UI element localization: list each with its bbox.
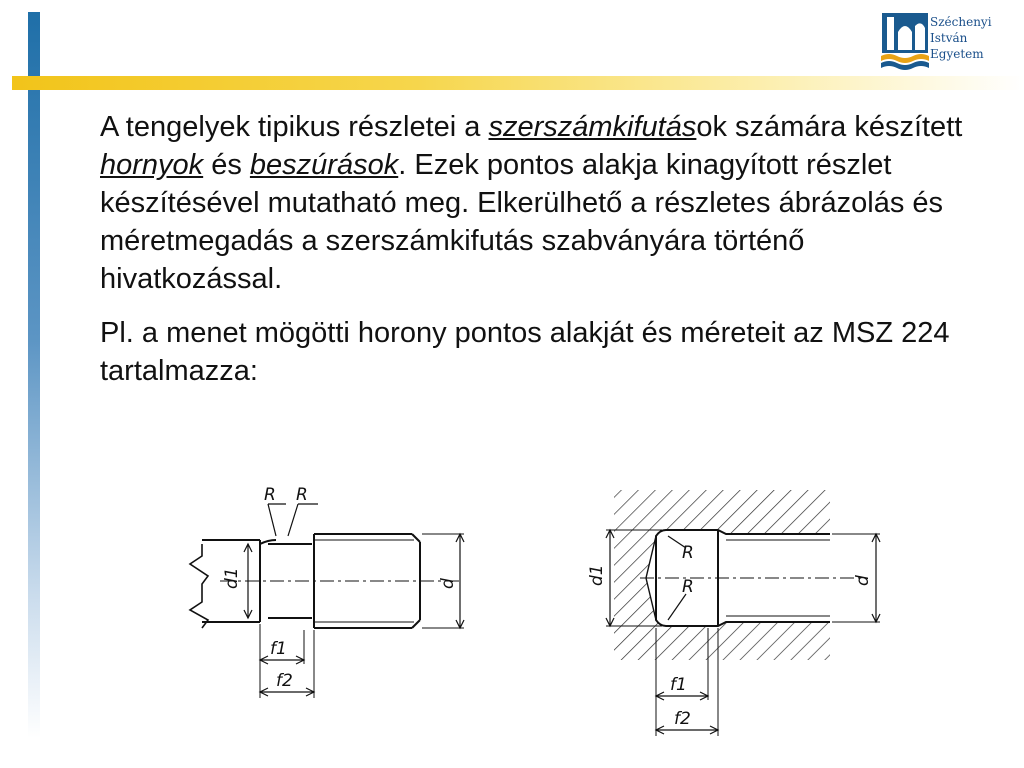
left-f1-label: f1 — [270, 639, 287, 659]
left-accent-bar — [28, 12, 40, 738]
logo-line-1: Széchenyi — [930, 15, 992, 29]
left-radius-label-1: R — [264, 485, 276, 505]
paragraph-example: Pl. a menet mögötti horony pontos alakját és méreteit az MSZ 224 tartalmazza: — [100, 317, 950, 387]
right-f2-label: f2 — [674, 709, 691, 729]
left-d-label: d — [438, 578, 458, 589]
intro-text-1: A tengelyek tipikus részletei a — [100, 111, 489, 143]
term-grooves: hornyok — [100, 149, 204, 181]
right-radius-label-2: R — [682, 577, 694, 597]
logo-mark-icon — [881, 12, 929, 70]
slide-body — [100, 108, 980, 406]
intro-text-4: . Ezek pontos alakja kinagyított részlet készítésével mutatható meg. Elkerülhető a részletes ábrázolás és méretmegadás a szerszámkifutás szabványára történő hivatkozással. — [100, 149, 944, 295]
right-f1-label: f1 — [670, 675, 687, 695]
university-logo — [881, 12, 1006, 72]
shaft-undercut-drawing — [160, 484, 480, 704]
intro-text-2: ok számára készített — [696, 111, 963, 143]
logo-text — [930, 14, 992, 62]
technical-drawings — [160, 484, 900, 744]
term-tool-runout: szerszámkifutás — [488, 111, 697, 143]
left-f2-label: f2 — [276, 671, 293, 691]
top-accent-bar — [12, 76, 1024, 90]
left-d1-label: d1 — [222, 567, 242, 589]
right-d1-label: d1 — [587, 564, 607, 586]
logo-line-3: Egyetem — [930, 47, 984, 61]
term-undercuts: beszúrások — [249, 149, 399, 181]
intro-text-3: és — [203, 149, 250, 181]
left-radius-label-2: R — [296, 485, 308, 505]
logo-line-2: István — [930, 31, 968, 45]
hole-undercut-drawing — [570, 490, 900, 740]
right-radius-label-1: R — [682, 543, 694, 563]
right-d-label: d — [853, 575, 873, 586]
paragraph-intro — [100, 108, 980, 298]
